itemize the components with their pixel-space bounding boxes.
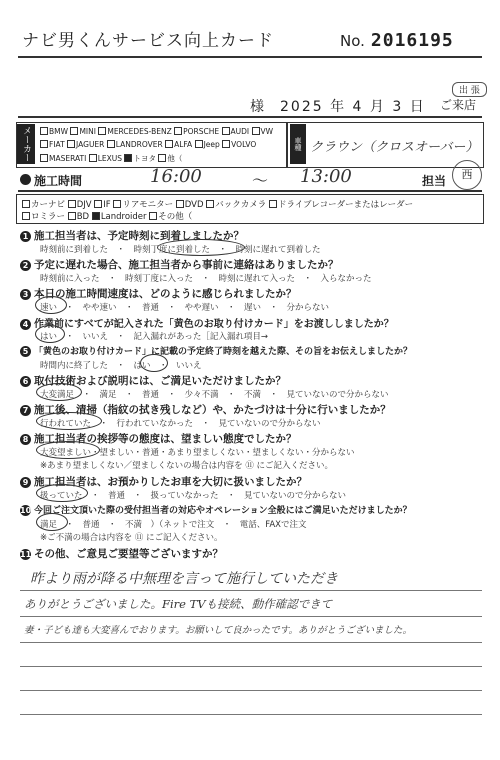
question-6-text: 取付技術および説明には、ご満足いただけましたか？ [34, 375, 286, 387]
question-9-text: 施工担当者は、お預かりしたお車を大切に扱いましたか？ [34, 476, 307, 488]
question-number-4: 4 [20, 319, 31, 330]
question-number-9: 9 [20, 477, 31, 488]
answer-5: 時間内に終了した ・ はい ・ いいえ [40, 361, 202, 371]
car-model-name: クラウン（クロスオーバー） [310, 140, 479, 155]
header-rule [18, 116, 482, 118]
comment-rule-6 [20, 714, 482, 715]
question-number-5: 5 [20, 346, 31, 357]
comment-rule-4 [20, 666, 482, 667]
comment-rule-3 [20, 642, 482, 643]
maker-fiat: FIAT [49, 140, 65, 149]
checkbox-porsche[interactable] [174, 127, 182, 135]
question-4 [20, 315, 394, 330]
answer-6: 大変満足 ・ 満足 ・ 普通 ・ 少々不満 ・ 不満 ・ 見ていないので分からない [40, 390, 389, 400]
maker-volvo: VOLVO [231, 140, 257, 149]
work-time-label: 施工時間 [34, 174, 83, 188]
visit-date: 2025 年 4 月 3 日 [280, 99, 426, 115]
checkbox-dvd[interactable] [176, 200, 184, 208]
maker-jaguer: JAGUER [76, 140, 105, 149]
checkbox-toyota[interactable] [124, 154, 132, 162]
question-5 [20, 344, 412, 357]
question-7-text: 施工後、清掃（指紋の拭き残しなど）や、かたづけは十分に行いましたか？ [34, 404, 391, 416]
answer-4: はい ・ いいえ ・ 記入漏れがあった［記入漏れ項目→ [40, 332, 269, 342]
question-number-8: 8 [20, 434, 31, 445]
question-number-6: 6 [20, 376, 31, 387]
question-11-text: その他、ご意見ご要望等ございますか？ [34, 548, 223, 560]
answer-10: 満足 ・ 普通 ・ 不満 ）（ネットで注文 ・ 電話、FAXで注文 [40, 520, 307, 530]
checkbox-lexus[interactable] [89, 154, 97, 162]
checkbox-if[interactable] [94, 200, 102, 208]
card-number-label: No. [340, 32, 365, 50]
checkbox-mini[interactable] [70, 127, 78, 135]
checkbox-bmw[interactable] [40, 127, 48, 135]
maker-label: メーカー [17, 124, 35, 164]
visit-stamp: 出 張 [452, 82, 487, 97]
answer-4-mark [35, 325, 65, 343]
option-rear-monitor: リアモニター [122, 200, 174, 210]
answer-1: 時刻前に到着した ・ 時刻丁度に到着した ・ 時刻に遅れて到着した [40, 245, 321, 255]
maker-audi: AUDI [230, 127, 250, 136]
maker-mini: MINI [79, 127, 96, 136]
option-landroider: Landroider [100, 212, 147, 222]
staff-label: 担当 [422, 174, 447, 188]
maker-bmw: BMW [49, 127, 69, 136]
maker-row-2 [40, 140, 256, 149]
answer-10-note: ※ご不満の場合は内容を ⑪ にご記入ください。 [40, 533, 223, 543]
work-time-end: 13:00 [300, 166, 352, 187]
maker-alfa: ALFA [174, 140, 193, 149]
maker-row-1 [40, 127, 273, 136]
answer-9-mark [36, 484, 88, 502]
title-underline [18, 56, 482, 58]
answer-8-note: ※あまり望ましくない／望ましくないの場合は内容を ⑪ にご記入ください。 [40, 461, 334, 471]
question-number-10: 10 [20, 506, 32, 515]
question-4-text: 作業前にすべてが記入された「黄色のお取り付けカード」をお渡ししましたか？ [34, 319, 394, 330]
options-row-1 [22, 198, 413, 210]
option-navi: カーナビ [31, 200, 66, 210]
maker-row-3 [40, 153, 182, 164]
question-number-3: 3 [20, 289, 31, 300]
checkbox-landroider[interactable] [92, 212, 100, 220]
option-drive-recorder: ドライブレコーダーまたはレーダー [277, 200, 414, 210]
checkbox-fiat[interactable] [40, 140, 48, 148]
answer-6-mark [36, 383, 82, 401]
checkbox-other-option[interactable] [149, 212, 157, 220]
question-number-1: 1 [20, 231, 31, 242]
answer-3: 速い ・ やや速い ・ 普通 ・ やや遅い ・ 遅い ・ 分からない [40, 303, 330, 313]
maker-other: 他（ [167, 154, 183, 163]
vehicle-divider [286, 122, 288, 168]
checkbox-alfa[interactable] [165, 140, 173, 148]
checkbox-drive-recorder[interactable] [269, 200, 277, 208]
comment-line-2: ありがとうございました。Fire TVも接続、動作確認できて [24, 597, 333, 611]
question-3-text: 本日の施工時間速度は、どのように感じられましたか？ [34, 288, 297, 300]
work-time-heading [20, 172, 82, 189]
question-10 [20, 503, 412, 516]
answer-7-mark [36, 412, 102, 430]
car-model-label: 車種 [290, 124, 306, 164]
question-1-text: 施工担当者は、予定時刻に到着しましたか？ [34, 230, 244, 242]
comment-rule-5 [20, 690, 482, 691]
comment-line-1: 昨より雨が降る中無理を言って施行していただき [30, 571, 338, 587]
staff-signature: 西 [452, 160, 482, 190]
answer-8: 大変望ましい・望ましい・普通・あまり望ましくない・望ましくない・分からない [40, 448, 355, 458]
card-number [340, 30, 454, 51]
checkbox-landrover[interactable] [107, 140, 115, 148]
answer-10-mark [36, 513, 68, 531]
checkbox-other-maker[interactable] [158, 154, 166, 162]
maker-jeep: Jeep [203, 140, 220, 149]
maker-vw: VW [260, 127, 274, 136]
question-2 [20, 257, 339, 272]
question-10-text: 今回ご注文頂いた際の受付担当者の対応やオペレーション全般にはご満足いただけましたか？ [34, 506, 412, 516]
answer-3-mark [35, 296, 67, 314]
question-8-text: 施工担当者の挨拶等の態度は、望ましい態度でしたか？ [34, 433, 297, 445]
option-other: その他（ [158, 212, 193, 222]
maker-maserati: MASERATI [49, 154, 87, 163]
card-title: ナビ男くんサービス向上カード [22, 31, 274, 51]
checkbox-mercedes[interactable] [98, 127, 106, 135]
answer-9: 扱っていた ・ 普通 ・ 扱っていなかった ・ 見ていないので分からない [40, 491, 347, 501]
comment-rule-1 [20, 590, 482, 591]
checkbox-djv[interactable] [68, 200, 76, 208]
question-number-7: 7 [20, 405, 31, 416]
work-time-rule [18, 190, 482, 192]
checkbox-navi[interactable] [22, 200, 30, 208]
question-2-text: 予定に遅れた場合、施工担当者から事前に連絡はありましたか？ [34, 259, 339, 271]
work-time-start: 16:00 [150, 166, 202, 187]
maker-mercedes: MERCEDES-BENZ [107, 127, 172, 136]
answer-8-mark [36, 441, 100, 459]
customer-honorific: 様 [250, 99, 264, 115]
checkbox-volvo[interactable] [222, 140, 230, 148]
maker-landrover: LANDROVER [115, 140, 163, 149]
checkbox-vw[interactable] [252, 127, 260, 135]
option-dvd: DVD [184, 200, 204, 210]
comment-line-3: 妻・子ども達も大変喜んでおります。お願いして良かったです。ありがとうございました。 [24, 625, 412, 636]
question-number-11: 11 [20, 550, 32, 559]
checkbox-jeep[interactable] [195, 140, 203, 148]
question-number-2: 2 [20, 260, 31, 271]
answer-1-mark [157, 239, 245, 256]
checkbox-jaguer[interactable] [67, 140, 75, 148]
answer-2: 時刻前に入った ・ 時刻丁度に入った ・ 時刻に遅れて入った ・ 入らなかった [40, 274, 372, 284]
comment-rule-2 [20, 616, 482, 617]
checkbox-bd[interactable] [68, 212, 76, 220]
question-5-text: 「黄色のお取り付けカード」に記載の予定終了時刻を越えた際、その旨をお伝えしましたか？ [34, 347, 413, 357]
maker-toyota: トヨタ [133, 154, 156, 163]
question-11 [20, 546, 223, 561]
options-row-2 [22, 210, 192, 222]
option-if: IF [103, 200, 111, 210]
maker-lexus: LEXUS [97, 154, 123, 163]
option-bd: BD [76, 212, 90, 222]
answer-7: 行われていた ・ 行われていなかった ・ 見ていないので分からない [40, 419, 321, 429]
checkbox-maserati[interactable] [40, 154, 48, 162]
maker-porsche: PORSCHE [183, 127, 220, 136]
card-number-value: 2016195 [370, 30, 454, 51]
checkbox-back-camera[interactable] [206, 200, 214, 208]
bullet-icon [20, 174, 31, 185]
checkbox-rear-monitor[interactable] [113, 200, 121, 208]
checkbox-audi[interactable] [222, 127, 230, 135]
answer-5-mark [140, 354, 168, 372]
option-back-camera: バックカメラ [215, 200, 267, 210]
option-mirror: ロミラー [31, 212, 66, 222]
visit-type: ご来店 [440, 98, 477, 112]
option-djv: DJV [76, 200, 92, 210]
checkbox-mirror[interactable] [22, 212, 30, 220]
work-time-tilde: 〜 [252, 171, 269, 190]
